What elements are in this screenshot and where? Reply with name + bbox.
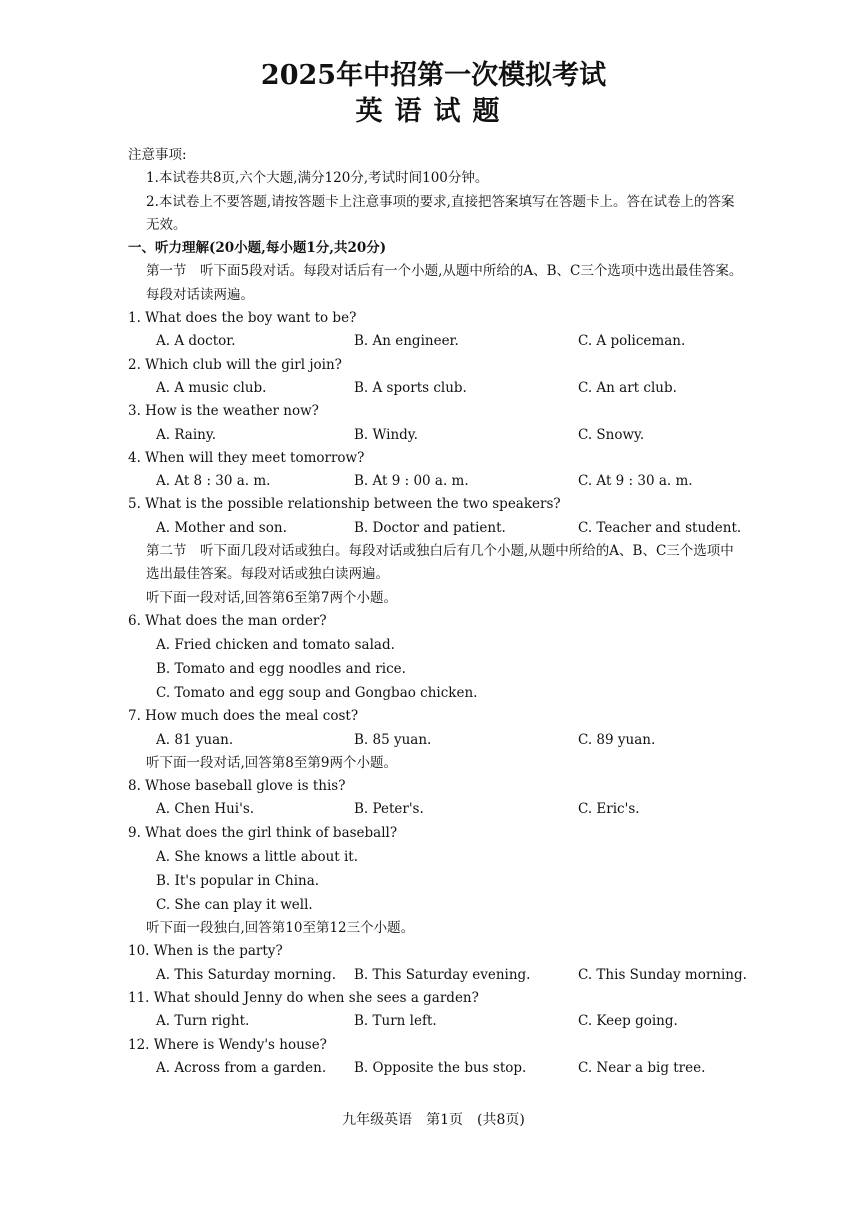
- exam-subtitle: 英语试题: [355, 96, 512, 127]
- intro-6-7: 听下面一段对话,回答第6至第7两个小题。: [146, 589, 397, 606]
- option-b: B. An engineer.: [354, 333, 459, 350]
- question-4: 4. When will they meet tomorrow?: [128, 449, 365, 466]
- option-a: A. She knows a little about it.: [156, 849, 359, 866]
- question-5: 5. What is the possible relationship between the two speakers?: [128, 496, 561, 513]
- option-b: B. 85 yuan.: [354, 731, 432, 748]
- option-b: B. Windy.: [354, 426, 418, 443]
- option-b: B. Doctor and patient.: [354, 519, 506, 536]
- option-a: A. At 8 : 30 a. m.: [156, 473, 271, 490]
- question-1-options: [128, 330, 747, 353]
- notice-item-2: 2.本试卷上不要答题,请按答题卡上注意事项的要求,直接把答案填写在答题卡上。答在试卷上的答案无效。: [146, 193, 735, 233]
- intro-8-9: 听下面一段对话,回答第8至第9两个小题。: [146, 754, 397, 771]
- option-a: A. 81 yuan.: [156, 731, 234, 748]
- option-c: C. An art club.: [578, 379, 677, 396]
- question-8: 8. Whose baseball glove is this?: [128, 778, 346, 795]
- question-11-options: [128, 1010, 747, 1033]
- question-9: 9. What does the girl think of baseball?: [128, 824, 398, 841]
- question-3: 3. How is the weather now?: [128, 403, 319, 420]
- question-7-options: [128, 729, 747, 752]
- option-b: B. Tomato and egg noodles and rice.: [156, 661, 406, 678]
- part2-instructions: 第二节 听下面几段对话或独白。每段对话或独白后有几个小题,从题中所给的A、B、C三个选项中选出最佳答案。每段对话或独白读两遍。: [146, 543, 734, 583]
- option-b: B. It's popular in China.: [156, 873, 320, 890]
- option-a: A. Across from a garden.: [156, 1059, 327, 1076]
- option-a: A. Chen Hui's.: [156, 801, 255, 818]
- option-a: A. A music club.: [156, 379, 267, 396]
- option-c: C. This Sunday morning.: [578, 966, 747, 983]
- option-a: A. This Saturday morning.: [156, 966, 337, 983]
- option-b: B. Peter's.: [354, 801, 424, 818]
- option-c: C. 89 yuan.: [578, 731, 656, 748]
- option-c: C. Snowy.: [578, 426, 645, 443]
- question-10-options: [128, 964, 747, 987]
- option-c: C. A policeman.: [578, 333, 686, 350]
- option-a: A. Rainy.: [156, 426, 216, 443]
- option-b: B. Turn left.: [354, 1013, 437, 1030]
- intro-10-12: 听下面一段独白,回答第10至第12三个小题。: [146, 920, 415, 937]
- option-c: C. Teacher and student.: [578, 519, 742, 536]
- part1-instructions: 第一节 听下面5段对话。每段对话后有一个小题,从题中所给的A、B、C三个选项中选出最佳答案。每段对话读两遍。: [146, 263, 743, 303]
- option-b: B. A sports club.: [354, 379, 467, 396]
- question-2: 2. Which club will the girl join?: [128, 356, 342, 373]
- question-1: 1. What does the boy want to be?: [128, 310, 357, 327]
- option-c: C. She can play it well.: [156, 897, 313, 914]
- question-11: 11. What should Jenny do when she sees a garden?: [128, 989, 479, 1006]
- page-footer: 九年级英语 第1页 (共8页): [342, 1112, 525, 1128]
- option-a: A. Fried chicken and tomato salad.: [156, 637, 395, 654]
- question-7: 7. How much does the meal cost?: [128, 708, 359, 725]
- question-12: 12. Where is Wendy's house?: [128, 1036, 327, 1053]
- option-a: A. Turn right.: [156, 1013, 250, 1030]
- question-8-options: [128, 798, 747, 821]
- option-b: B. This Saturday evening.: [354, 966, 531, 983]
- option-b: B. At 9 : 00 a. m.: [354, 473, 469, 490]
- question-2-options: [128, 377, 747, 400]
- notice-item-1: 1.本试卷共8页,六个大题,满分120分,考试时间100分钟。: [146, 170, 489, 187]
- option-c: C. Eric's.: [578, 801, 640, 818]
- question-5-options: [128, 517, 747, 540]
- question-3-options: [128, 424, 747, 447]
- option-c: C. At 9 : 30 a. m.: [578, 473, 693, 490]
- option-c: C. Tomato and egg soup and Gongbao chicken.: [156, 685, 478, 702]
- question-12-options: [128, 1057, 747, 1080]
- question-6: 6. What does the man order?: [128, 612, 327, 629]
- option-c: C. Near a big tree.: [578, 1059, 706, 1076]
- question-4-options: [128, 470, 747, 493]
- option-c: C. Keep going.: [578, 1013, 678, 1030]
- question-10: 10. When is the party?: [128, 943, 283, 960]
- section-heading: 一、听力理解(20小题,每小题1分,共20分): [128, 240, 387, 257]
- exam-title: 2025年中招第一次模拟考试: [260, 60, 607, 91]
- option-b: B. Opposite the bus stop.: [354, 1059, 527, 1076]
- option-a: A. Mother and son.: [156, 519, 287, 536]
- notice-heading: 注意事项:: [128, 147, 187, 163]
- option-a: A. A doctor.: [156, 333, 236, 350]
